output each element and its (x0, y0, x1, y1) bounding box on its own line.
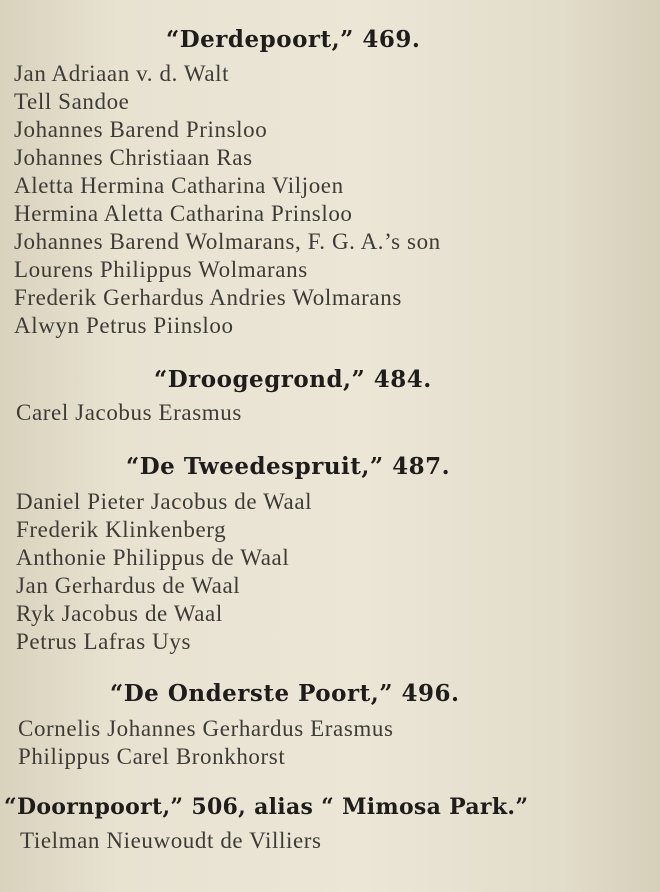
list-item: Tielman Nieuwoudt de Villiers (20, 828, 322, 853)
heading-name: “Droogegrond,” (154, 366, 366, 393)
name-list-doornpoort (20, 827, 322, 855)
name-list-de-onderste-poort (18, 715, 394, 771)
section-heading-de-tweedespruit (126, 453, 450, 480)
name-list-de-tweedespruit (16, 488, 312, 656)
section-heading-droogegrond (154, 366, 432, 393)
list-item: Johannes Barend Wolmarans, F. G. A.’s son (14, 229, 441, 254)
list-item: Frederik Gerhardus Andries Wolmarans (14, 285, 402, 310)
list-item: Tell Sandoe (14, 89, 130, 114)
heading-name: “Derdepoort,” (166, 26, 354, 53)
list-item: Alwyn Petrus Piinsloo (14, 313, 234, 338)
heading-number: 496. (401, 680, 460, 707)
list-item: Cornelis Johannes Gerhardus Erasmus (18, 716, 394, 741)
list-item: Frederik Klinkenberg (16, 517, 227, 542)
heading-name: “Doornpoort,” (4, 794, 184, 820)
heading-number: 506, alias “ Mimosa Park.” (191, 794, 529, 820)
list-item: Anthonie Philippus de Waal (16, 545, 290, 570)
list-item: Johannes Barend Prinsloo (14, 117, 268, 142)
list-item: Philippus Carel Bronkhorst (18, 744, 286, 769)
heading-name: “De Onderste Poort,” (110, 680, 393, 707)
list-item: Lourens Philippus Wolmarans (14, 257, 308, 282)
list-item: Daniel Pieter Jacobus de Waal (16, 489, 313, 514)
list-item: Hermina Aletta Catharina Prinsloo (14, 201, 353, 226)
section-heading-de-onderste-poort (110, 680, 460, 707)
list-item: Carel Jacobus Erasmus (16, 400, 242, 425)
list-item: Johannes Christiaan Ras (14, 145, 253, 170)
section-heading-doornpoort (4, 794, 528, 820)
list-item: Aletta Hermina Catharina Viljoen (14, 173, 344, 198)
list-item: Jan Adriaan v. d. Walt (14, 61, 230, 86)
section-heading-derdepoort (166, 26, 420, 53)
heading-number: 484. (373, 366, 432, 393)
name-list-droogegrond (16, 399, 242, 427)
heading-name: “De Tweedespruit,” (126, 453, 384, 480)
heading-number: 469. (362, 26, 421, 53)
list-item: Petrus Lafras Uys (16, 629, 191, 654)
heading-number: 487. (392, 453, 451, 480)
name-list-derdepoort (14, 60, 441, 340)
list-item: Jan Gerhardus de Waal (16, 573, 241, 598)
list-item: Ryk Jacobus de Waal (16, 601, 223, 626)
